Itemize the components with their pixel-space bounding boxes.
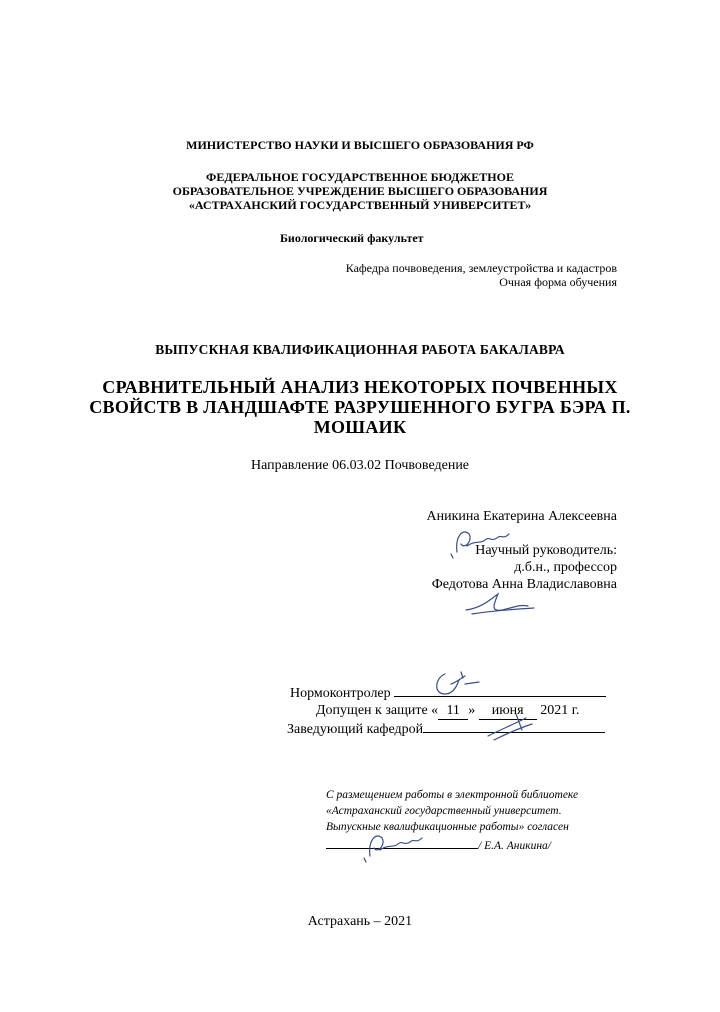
head-row: [287, 720, 618, 738]
department: Кафедра почвоведения, землеустройства и кадастров: [345, 261, 617, 275]
study-form: Очная форма обучения: [499, 275, 617, 289]
normcontrol-signature: [425, 664, 495, 704]
supervisor-signature: [462, 588, 542, 623]
consent-line-2: «Астраханский государственный университет.: [326, 805, 562, 817]
consent-signature-suffix: / Е.А. Аникина/: [478, 840, 552, 852]
work-title-line-2: СВОЙСТВ В ЛАНДШАФТЕ РАЗРУШЕННОГО БУГРА БЭРА П.: [89, 397, 631, 417]
institution-line-3: «АСТРАХАНСКИЙ ГОСУДАРСТВЕННЫЙ УНИВЕРСИТЕТ»: [188, 198, 532, 212]
city-year: Астрахань – 2021: [307, 914, 413, 929]
admitted-month: июня: [479, 702, 537, 720]
supervisor-name: Федотова Анна Владиславовна: [431, 577, 617, 592]
author-name: Аникина Екатерина Алексеевна: [426, 509, 617, 524]
direction: Направление 06.03.02 Почвоведение: [250, 458, 470, 473]
author-signature: [445, 522, 515, 562]
admitted-row: [316, 702, 618, 720]
institution-line-2: ОБРАЗОВАТЕЛЬНОЕ УЧРЕЖДЕНИЕ ВЫСШЕГО ОБРАЗОВАНИЯ: [172, 184, 548, 198]
work-title-line-3: МОШАИК: [313, 417, 407, 437]
ministry-heading: МИНИСТЕРСТВО НАУКИ И ВЫСШЕГО ОБРАЗОВАНИЯ РФ: [186, 138, 534, 152]
supervisor-label: Научный руководитель:: [475, 543, 617, 558]
head-label: Заведующий кафедрой: [287, 722, 424, 737]
head-signature: [480, 706, 550, 746]
admitted-year: 2021 г.: [540, 703, 580, 718]
admitted-prefix: Допущен к защите «: [316, 703, 439, 718]
work-type: ВЫПУСКНАЯ КВАЛИФИКАЦИОННАЯ РАБОТА БАКАЛАВРА: [155, 342, 565, 357]
faculty: Биологический факультет: [280, 231, 424, 245]
institution-line-1: ФЕДЕРАЛЬНОЕ ГОСУДАРСТВЕННОЕ БЮДЖЕТНОЕ: [206, 170, 514, 184]
consent-line-3: Выпускные квалификационные работы» согласен: [326, 821, 569, 833]
supervisor-degree: д.б.н., профессор: [514, 560, 617, 575]
admitted-mid: »: [468, 703, 476, 718]
consent-line-1: С размещением работы в электронной библиотеке: [326, 789, 579, 801]
admitted-day: 11: [438, 702, 468, 720]
work-title-line-1: СРАВНИТЕЛЬНЫЙ АНАЛИЗ НЕКОТОРЫХ ПОЧВЕННЫХ: [102, 377, 618, 397]
consent-signature: [358, 826, 428, 866]
normcontrol-label: Нормоконтролер: [290, 686, 391, 701]
